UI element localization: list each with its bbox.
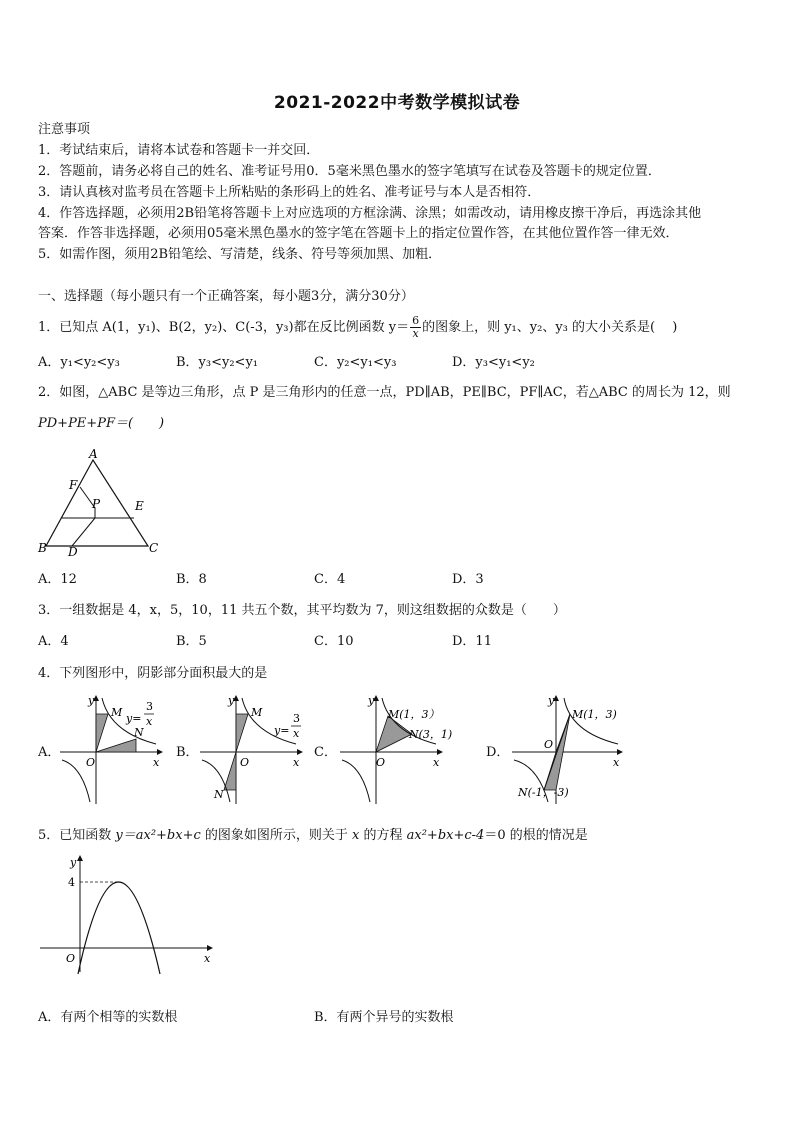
label-y: y bbox=[368, 694, 375, 707]
q5-text-post: ＝0 的根的情况是 bbox=[484, 828, 588, 843]
notice-heading: 注意事项 bbox=[38, 122, 91, 137]
q4-option-b[interactable]: B． bbox=[176, 745, 199, 760]
q1-frac-num: 6 bbox=[412, 314, 420, 327]
label-n-coord: N(-1，-3) bbox=[518, 786, 569, 799]
label-origin: O bbox=[544, 738, 554, 751]
hyperbola-branch-1 bbox=[242, 698, 296, 744]
label-d: D bbox=[68, 545, 78, 559]
q4-option-a[interactable]: A． bbox=[38, 745, 61, 760]
label-p: P bbox=[92, 497, 101, 511]
label-f: F bbox=[69, 478, 78, 492]
label-n-coord: N(3，1) bbox=[409, 728, 453, 741]
equation-den: x bbox=[146, 715, 153, 728]
hyperbola-branch-1 bbox=[564, 698, 618, 744]
q1-text-pre: 1．已知点 A(1，y₁)、B(2，y₂)、C(-3，y₃)都在反比例函数 y＝ bbox=[38, 320, 410, 335]
shaded-triangle-n bbox=[224, 752, 236, 790]
q2-text-line1: 2．如图，△ABC 是等边三角形，点 P 是三角形内的任意一点，PD∥AB，PE∥BC，PF∥AC，若△ABC 的周长为 12，则 bbox=[38, 385, 731, 400]
label-a: A bbox=[89, 447, 98, 461]
label-four: 4 bbox=[68, 876, 75, 889]
label-m: M bbox=[111, 706, 123, 719]
label-x: x bbox=[613, 756, 620, 769]
hyperbola-branch-3 bbox=[342, 760, 370, 802]
label-origin: O bbox=[86, 756, 96, 769]
q3-option-c[interactable]: C．10 bbox=[314, 634, 354, 649]
question-1 bbox=[38, 315, 677, 340]
q3-option-d[interactable]: D．11 bbox=[452, 634, 492, 649]
q1-option-c[interactable]: C．y₂<y₁<y₃ bbox=[314, 355, 397, 370]
label-origin: O bbox=[66, 952, 76, 965]
label-m-coord: M(1，3） bbox=[388, 708, 440, 721]
q3-text: 3．一组数据是 4，x，5，10，11 共五个数，其平均数为 7，则这组数据的众数是（ ） bbox=[38, 603, 566, 618]
q5-function: y＝ax²+bx+c bbox=[115, 828, 201, 843]
q2-option-d[interactable]: D．3 bbox=[452, 572, 484, 587]
notice-item: 答案．作答非选择题，必须用05毫米黑色墨水的签字笔在答题卡上的指定位置作答，在其他位置作答一律无效． bbox=[38, 226, 679, 241]
notice-item: 4．作答选择题，必须用2B铅笔将答题卡上对应选项的方框涂满、涂黑；如需改动，请用橡皮擦干净后，再选涂其他 bbox=[38, 206, 702, 221]
notice-item: 3．请认真核对监考员在答题卡上所粘贴的条形码上的姓名、准考证号与本人是否相符． bbox=[38, 185, 541, 200]
q4-graph-d bbox=[508, 692, 628, 808]
label-n: N bbox=[214, 788, 224, 801]
notice-item: 1．考试结束后，请将本试卷和答题卡一并交回． bbox=[38, 143, 320, 158]
question-5 bbox=[38, 826, 588, 846]
q1-option-a[interactable]: A．y₁<y₂<y₃ bbox=[38, 355, 120, 370]
q2-option-c[interactable]: C．4 bbox=[314, 572, 346, 587]
q1-fraction bbox=[410, 315, 421, 340]
equation-den: x bbox=[293, 727, 300, 740]
q1-option-b[interactable]: B．y₃<y₂<y₁ bbox=[176, 355, 259, 370]
label-origin: O bbox=[376, 756, 386, 769]
q1-option-d[interactable]: D．y₃<y₁<y₂ bbox=[452, 355, 535, 370]
q5-option-b[interactable]: B．有两个异号的实数根 bbox=[314, 1010, 454, 1025]
q4-option-c[interactable]: C． bbox=[314, 745, 337, 760]
notice-item: 5．如需作图，须用2B铅笔绘、写清楚，线条、符号等须加黑、加粗． bbox=[38, 247, 442, 262]
label-y: y bbox=[70, 856, 77, 869]
q4-graph-b bbox=[196, 692, 306, 808]
label-b: B bbox=[38, 541, 47, 555]
label-c: C bbox=[149, 541, 159, 555]
q1-text-post: 的图象上，则 y₁、y₂、y₃ 的大小关系是( ) bbox=[422, 320, 678, 335]
page-title: 2021-2022中考数学模拟试卷 bbox=[273, 93, 521, 113]
q5-text-mid: 的图象如图所示，则关于 bbox=[200, 828, 353, 843]
label-y: y bbox=[88, 694, 95, 707]
shaded-triangle-m bbox=[236, 714, 248, 752]
label-origin: O bbox=[240, 756, 250, 769]
q4-graph-c bbox=[336, 692, 453, 808]
q3-option-a[interactable]: A．4 bbox=[38, 634, 69, 649]
q5-text-pre: 5．已知函数 bbox=[38, 828, 116, 843]
shaded-triangle-m bbox=[96, 714, 108, 752]
equation-prefix: y= bbox=[126, 712, 142, 725]
q5-equation: ax²+bx+c-4 bbox=[406, 828, 485, 843]
label-e: E bbox=[135, 499, 144, 513]
equation-num: 3 bbox=[293, 712, 300, 725]
section-heading: 一、选择题（每小题只有一个正确答案，每小题3分，满分30分） bbox=[38, 289, 414, 304]
q2-option-a[interactable]: A．12 bbox=[38, 572, 77, 587]
q2-text-line2: PD+PE+PF＝( ) bbox=[38, 416, 165, 431]
shaded-triangle-n bbox=[96, 739, 136, 752]
label-x: x bbox=[433, 756, 440, 769]
label-n: N bbox=[134, 726, 144, 739]
q5-text-mid2: 的方程 bbox=[359, 828, 407, 843]
q4-graph-a bbox=[56, 692, 166, 808]
equation-num: 3 bbox=[146, 700, 153, 713]
label-m-coord: M(1，3) bbox=[572, 708, 617, 721]
q4-text: 4．下列图形中，阴影部分面积最大的是 bbox=[38, 666, 268, 681]
q3-option-b[interactable]: B．5 bbox=[176, 634, 207, 649]
parabola-curve bbox=[78, 882, 160, 974]
q5-option-a[interactable]: A．有两个相等的实数根 bbox=[38, 1010, 178, 1025]
q4-option-d[interactable]: D． bbox=[486, 745, 510, 760]
label-m: M bbox=[251, 706, 263, 719]
q1-frac-den: x bbox=[412, 327, 419, 340]
q2-option-b[interactable]: B．8 bbox=[176, 572, 207, 587]
q2-triangle-figure bbox=[36, 446, 166, 560]
label-x: x bbox=[153, 756, 160, 769]
label-y: y bbox=[548, 694, 555, 707]
label-x: x bbox=[293, 756, 300, 769]
label-y: y bbox=[228, 694, 235, 707]
label-x: x bbox=[204, 952, 211, 965]
q5-variable: x bbox=[352, 828, 360, 843]
segment-pd bbox=[72, 518, 95, 546]
q5-parabola-figure bbox=[38, 852, 218, 974]
notice-item: 2．答题前，请务必将自己的姓名、准考证号用0．5毫米黑色墨水的签字笔填写在试卷及答题卡的规定位置． bbox=[38, 164, 661, 179]
equation-prefix: y= bbox=[274, 724, 290, 737]
